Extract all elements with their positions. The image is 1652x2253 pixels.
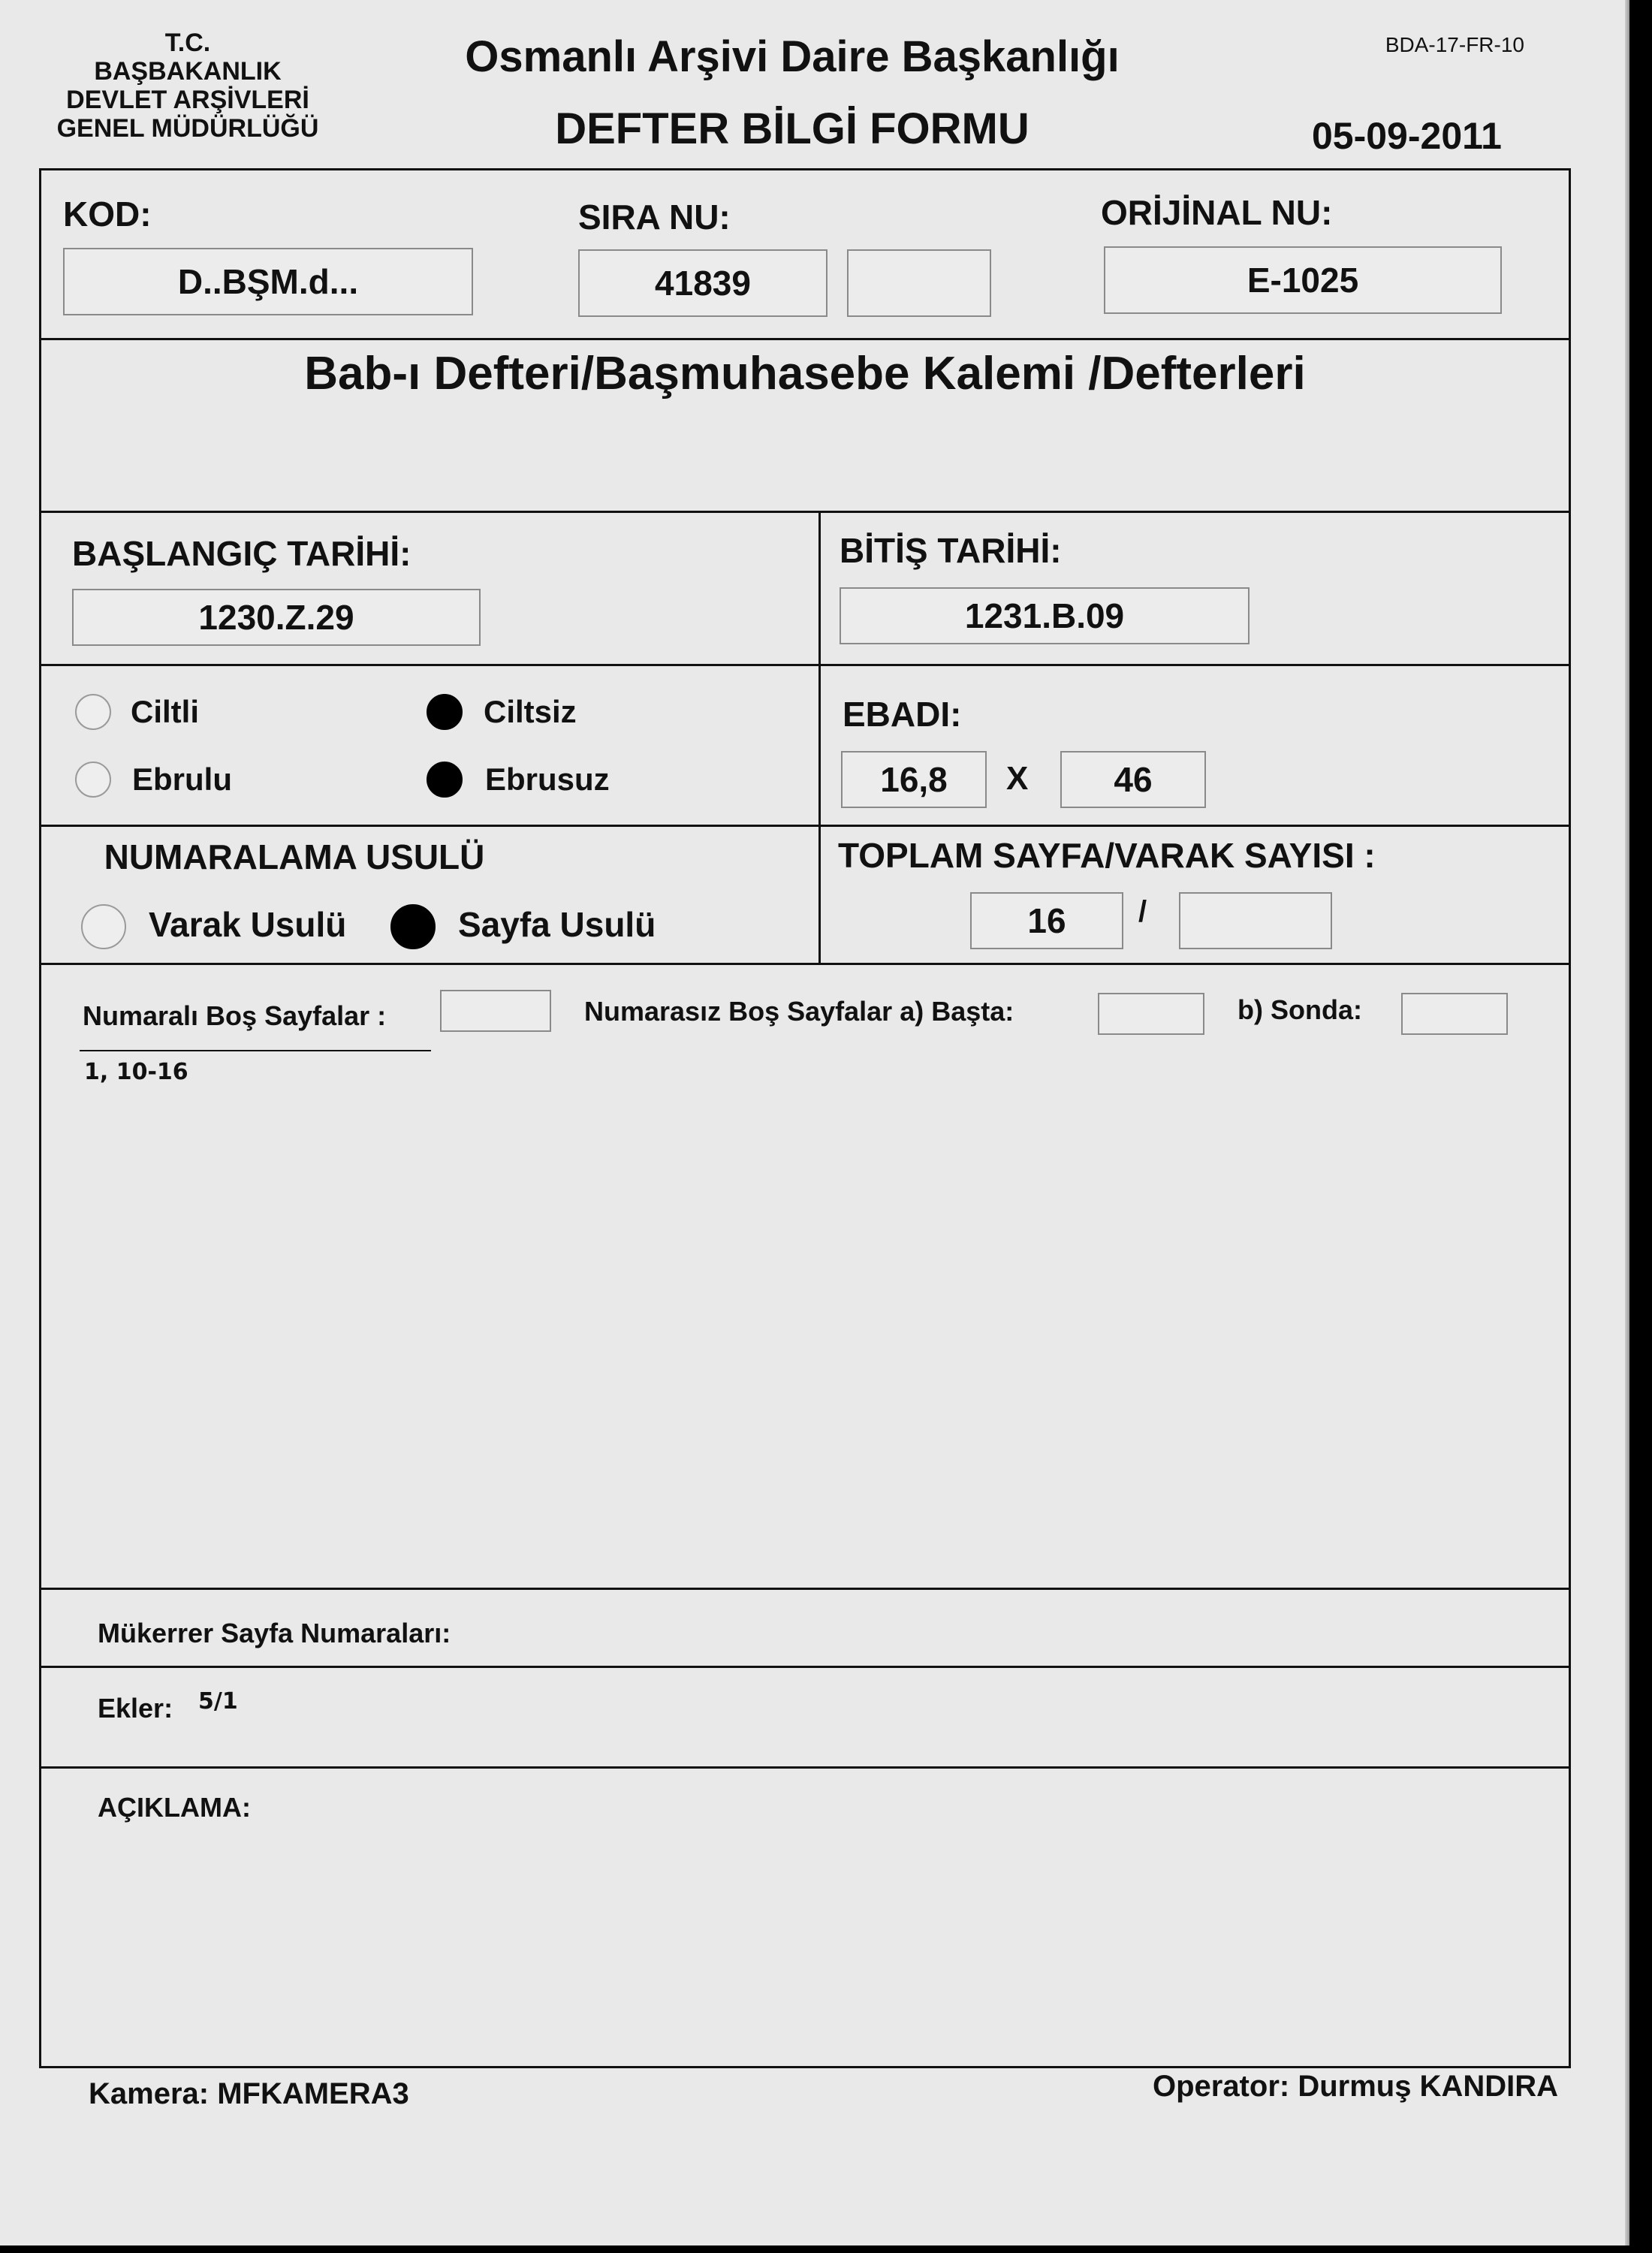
width-field[interactable]: 16,8 <box>841 751 987 808</box>
org-header <box>30 29 345 143</box>
ciltsiz-label: Ciltsiz <box>484 694 577 729</box>
ebrulu-radio[interactable] <box>75 762 111 798</box>
org-line: BAŞBAKANLIK <box>94 57 282 86</box>
column-divider <box>818 511 821 963</box>
org-line: T.C. <box>164 29 211 57</box>
sira-extra-field[interactable] <box>847 249 991 317</box>
start-date-field[interactable]: 1230.Z.29 <box>72 589 481 646</box>
end-date-label: BİTİŞ TARİHİ: <box>840 531 1062 570</box>
ciltli-radio[interactable] <box>75 694 111 730</box>
divider <box>41 1766 1569 1769</box>
unnumbered-end-field[interactable] <box>1401 993 1508 1035</box>
unnumbered-blank-label: Numarasız Boş Sayfalar a) Başta: <box>584 996 1014 1027</box>
ebrusuz-radio-selected[interactable] <box>427 762 463 798</box>
ciltsiz-radio-selected[interactable] <box>427 694 463 730</box>
fond-title: Bab-ı Defteri/Başmuhasebe Kalemi /Defterleri <box>304 348 1306 400</box>
underline <box>80 1050 431 1051</box>
ekler-label: Ekler: <box>98 1693 173 1724</box>
divider <box>41 1588 1569 1590</box>
numbering-label: NUMARALAMA USULÜ <box>104 837 485 876</box>
orijinal-field[interactable]: E-1025 <box>1104 246 1502 314</box>
varak-radio[interactable] <box>81 904 126 949</box>
dimension-separator: X <box>1006 760 1029 797</box>
sayfa-radio-selected[interactable] <box>390 904 436 949</box>
divider <box>41 963 1569 965</box>
ciltli-label: Ciltli <box>131 694 199 729</box>
dimensions-label: EBADI: <box>843 695 962 734</box>
total-label: TOPLAM SAYFA/VARAK SAYISI : <box>838 836 1376 875</box>
divider <box>41 664 1569 666</box>
end-date-field[interactable]: 1231.B.09 <box>840 587 1250 644</box>
kod-label: KOD: <box>63 195 152 234</box>
form-title: DEFTER BİLGİ FORMU <box>555 104 1029 153</box>
divider <box>41 1666 1569 1668</box>
org-line: DEVLET ARŞİVLERİ <box>66 86 309 114</box>
ebrusuz-label: Ebrusuz <box>485 762 610 797</box>
total-pages-field[interactable]: 16 <box>970 892 1123 949</box>
ekler-value: 5/1 <box>198 1688 238 1715</box>
sayfa-label: Sayfa Usulü <box>458 905 656 944</box>
form-date: 05-09-2011 <box>1311 115 1502 157</box>
divider <box>41 825 1569 827</box>
sira-field[interactable]: 41839 <box>578 249 828 317</box>
divider <box>41 338 1569 340</box>
mukerrer-label: Mükerrer Sayfa Numaraları: <box>98 1618 451 1648</box>
camera-label: Kamera: MFKAMERA3 <box>89 2077 409 2110</box>
department-title: Osmanlı Arşivi Daire Başkanlığı <box>465 32 1120 81</box>
numbered-blank-field[interactable] <box>440 990 551 1032</box>
unnumbered-start-field[interactable] <box>1098 993 1204 1035</box>
org-line: GENEL MÜDÜRLÜĞÜ <box>56 114 319 143</box>
varak-label: Varak Usulü <box>149 905 347 944</box>
operator-label: Operator: Durmuş KANDIRA <box>1152 2070 1558 2103</box>
orijinal-label: ORİJİNAL NU: <box>1101 193 1333 232</box>
start-date-label: BAŞLANGIÇ TARİHİ: <box>72 534 411 573</box>
total-separator: / <box>1138 895 1147 928</box>
height-field[interactable]: 46 <box>1060 751 1206 808</box>
kod-field[interactable]: D..BŞM.d... <box>63 248 473 315</box>
aciklama-label: AÇIKLAMA: <box>98 1792 251 1823</box>
handwritten-note: 1, 10-16 <box>84 1059 188 1085</box>
form-frame <box>39 168 1571 2068</box>
total-leaves-field[interactable] <box>1179 892 1332 949</box>
form-code: BDA-17-FR-10 <box>1385 33 1524 56</box>
ebrulu-label: Ebrulu <box>132 762 232 797</box>
divider <box>41 511 1569 513</box>
sira-label: SIRA NU: <box>578 198 731 237</box>
unnumbered-end-label: b) Sonda: <box>1237 994 1362 1025</box>
numbered-blank-label: Numaralı Boş Sayfalar : <box>83 1000 387 1031</box>
